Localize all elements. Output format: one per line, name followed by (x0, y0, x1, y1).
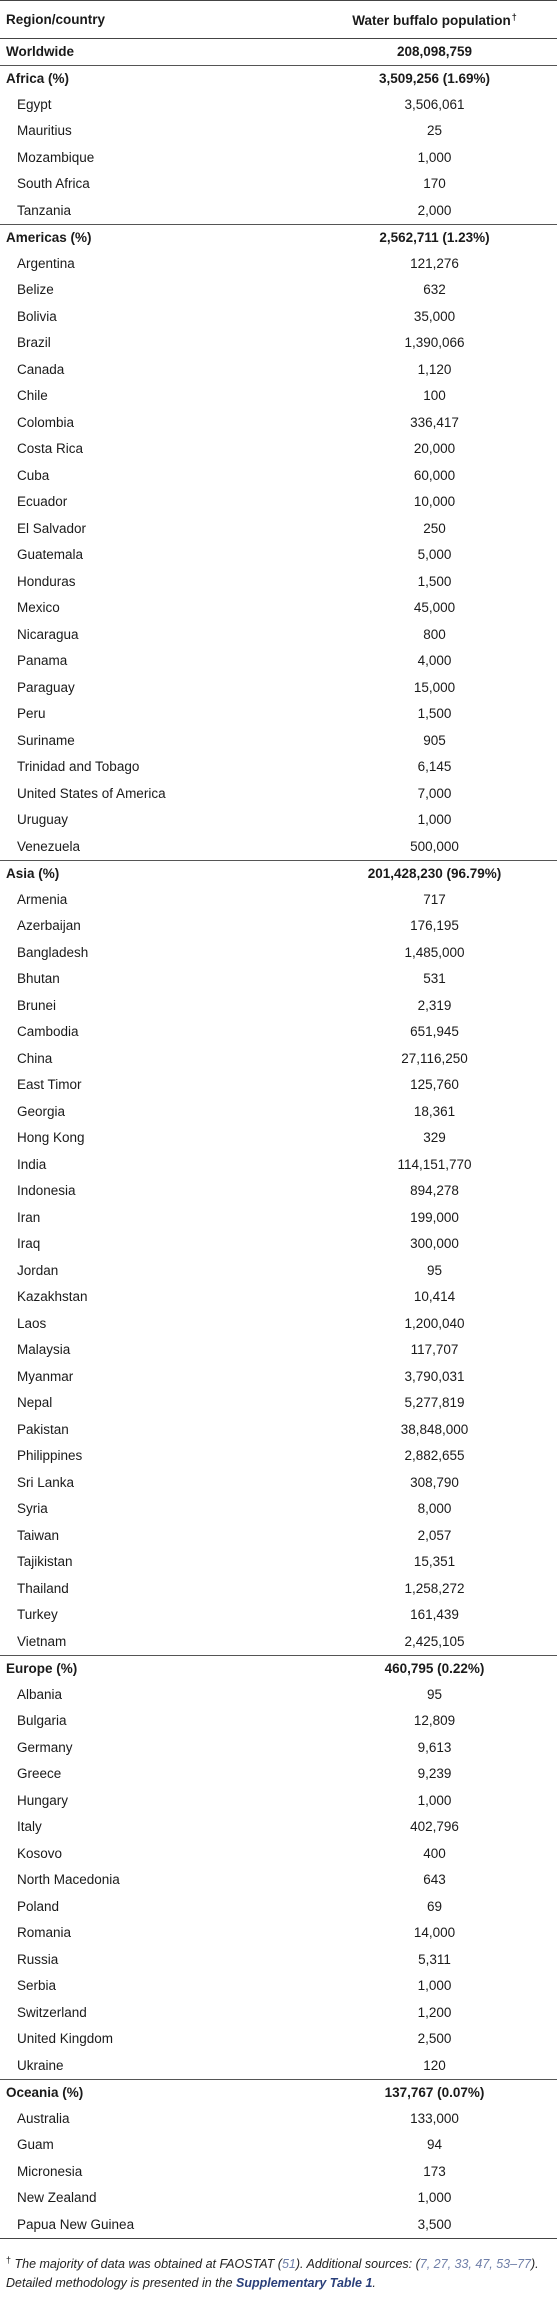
country-name-cell: Papua New Guinea (0, 2212, 312, 2239)
country-row (0, 781, 557, 808)
country-name-cell: Tajikistan (17, 1554, 73, 1570)
country-row (0, 887, 557, 914)
country-row (0, 1920, 557, 1947)
country-row (0, 1311, 557, 1338)
country-name-cell: Turkey (17, 1607, 58, 1623)
country-name-cell: Micronesia (17, 2163, 83, 2179)
country-name-cell: Sri Lanka (17, 1474, 75, 1490)
country-name-cell: Belize (17, 282, 54, 298)
country-name-cell: Uruguay (17, 812, 69, 828)
population-value-cell: 69 (426, 1898, 443, 1914)
region-name-cell: Africa (%) (0, 65, 312, 92)
country-row (0, 436, 557, 463)
country-name-cell: Bhutan (17, 971, 60, 987)
country-name-cell: United States of America (17, 785, 166, 801)
footnote-text-4: . (372, 2275, 376, 2290)
country-name-cell: Guatemala (17, 547, 84, 563)
population-value-cell: 2,425,105 (404, 1633, 465, 1649)
footnote-text-1: The majority of data was obtained at FAOSTAT ( (14, 2256, 282, 2271)
region-total-cell: 2,562,711 (1.23%) (312, 224, 557, 251)
population-value-cell: 45,000 (413, 600, 456, 616)
country-row (0, 1947, 557, 1974)
supplementary-table-link[interactable]: Supplementary Table 1 (236, 2275, 373, 2290)
region-name-cell: Americas (%) (0, 224, 312, 251)
country-name-cell: Cambodia (17, 1024, 79, 1040)
population-value-cell: 3,506,061 (404, 96, 465, 112)
population-value-cell: 2,000 (417, 202, 452, 218)
country-row (0, 2000, 557, 2027)
population-value-cell: 133,000 (410, 2110, 459, 2126)
country-row (0, 198, 557, 225)
country-name-cell: Laos (17, 1315, 47, 1331)
country-row (0, 622, 557, 649)
country-row (0, 569, 557, 596)
population-value-cell: 800 (423, 626, 446, 642)
country-row (0, 410, 557, 437)
footnote-dagger: † (6, 2254, 12, 2265)
country-name-cell: Romania (17, 1925, 72, 1941)
country-row (0, 171, 557, 198)
population-value-cell: 12,809 (413, 1713, 456, 1729)
country-name-cell: Honduras (17, 573, 76, 589)
population-value-cell: 199,000 (410, 1209, 459, 1225)
population-value-cell: 7,000 (417, 785, 452, 801)
country-row (0, 304, 557, 331)
country-row (0, 1496, 557, 1523)
region-total-row (0, 1655, 557, 1682)
country-row (0, 728, 557, 755)
population-value-cell: 531 (423, 971, 446, 987)
country-name-cell: Cuba (17, 467, 50, 483)
country-name-cell: Georgia (17, 1103, 66, 1119)
country-row (0, 1470, 557, 1497)
region-total-row (0, 65, 557, 92)
country-name-cell: Indonesia (17, 1183, 76, 1199)
country-row (0, 2106, 557, 2133)
country-name-cell: Panama (17, 653, 68, 669)
country-row (0, 2026, 557, 2053)
population-value-cell: 114,151,770 (397, 1156, 472, 1172)
country-name-cell: Chile (17, 388, 48, 404)
population-value-cell: 2,319 (417, 997, 452, 1013)
country-name-cell: China (17, 1050, 53, 1066)
region-total-cell: 460,795 (0.22%) (312, 1655, 557, 1682)
population-value-cell: 2,500 (417, 2031, 452, 2047)
population-value-cell: 1,258,272 (404, 1580, 465, 1596)
country-row (0, 1019, 557, 1046)
population-value-cell: 1,000 (417, 1792, 452, 1808)
population-value-cell: 161,439 (410, 1607, 459, 1623)
country-name-cell: Germany (17, 1739, 73, 1755)
country-name-cell: Serbia (17, 1978, 57, 1994)
population-value-cell: 8,000 (417, 1501, 452, 1517)
population-value-cell: 9,239 (417, 1766, 452, 1782)
country-row (0, 357, 557, 384)
population-value-cell: 15,000 (413, 679, 456, 695)
country-name-cell: Peru (17, 706, 46, 722)
country-name-cell: Venezuela (17, 838, 81, 854)
country-row (0, 1549, 557, 1576)
country-row (0, 2185, 557, 2212)
country-row (0, 1682, 557, 1709)
population-value-cell: 94 (426, 2137, 443, 2153)
country-row (0, 277, 557, 304)
country-row (0, 966, 557, 993)
country-row (0, 913, 557, 940)
population-value-cell: 717 (423, 891, 446, 907)
population-value-cell: 632 (423, 282, 446, 298)
country-row (0, 1205, 557, 1232)
region-total-cell: 208,098,759 (312, 39, 557, 66)
country-name-cell: Kazakhstan (17, 1289, 88, 1305)
country-name-cell: Myanmar (17, 1368, 74, 1384)
country-row (0, 2159, 557, 2186)
country-name-cell: Taiwan (17, 1527, 60, 1543)
country-row (0, 1231, 557, 1258)
region-column-header (0, 1, 312, 39)
country-name-cell: Iraq (17, 1236, 41, 1252)
population-value-cell: 894,278 (410, 1183, 459, 1199)
region-name-cell: Asia (%) (0, 860, 312, 887)
country-row (0, 516, 557, 543)
population-value-cell: 25 (426, 123, 443, 139)
country-row (0, 595, 557, 622)
country-row (0, 1046, 557, 1073)
country-row (0, 1072, 557, 1099)
country-name-cell: Armenia (17, 891, 68, 907)
country-row (0, 1125, 557, 1152)
country-row (0, 118, 557, 145)
region-total-row (0, 2079, 557, 2106)
country-name-cell: Bolivia (17, 308, 57, 324)
country-name-cell: Mozambique (17, 149, 95, 165)
population-value-cell: 14,000 (413, 1925, 456, 1941)
population-value-cell: 120 (423, 2057, 446, 2073)
population-value-cell: 9,613 (417, 1739, 452, 1755)
table-body (0, 39, 557, 2239)
country-name-cell: El Salvador (17, 520, 87, 536)
country-row (0, 1364, 557, 1391)
population-value-cell: 125,760 (410, 1077, 459, 1093)
country-name-cell: Poland (17, 1898, 60, 1914)
country-name-cell: Vietnam (17, 1633, 67, 1649)
region-total-row (0, 39, 557, 66)
population-value-cell: 170 (423, 176, 446, 192)
country-row (0, 1178, 557, 1205)
country-row (0, 92, 557, 119)
region-name-cell: Europe (%) (0, 1655, 312, 1682)
country-row (0, 1788, 557, 1815)
population-value-cell: 1,120 (417, 361, 452, 377)
country-row (0, 807, 557, 834)
population-value-cell: 651,945 (410, 1024, 459, 1040)
table-header (0, 1, 557, 39)
region-total-cell: 137,767 (0.07%) (312, 2079, 557, 2106)
population-value-cell: 6,145 (417, 759, 452, 775)
country-row (0, 1337, 557, 1364)
country-name-cell: Hungary (17, 1792, 69, 1808)
country-name-cell: Trinidad and Tobago (17, 759, 140, 775)
country-name-cell: Ukraine (17, 2057, 64, 2073)
country-row (0, 463, 557, 490)
population-value-cell: 5,311 (418, 1951, 451, 1967)
population-value-cell: 2,057 (417, 1527, 452, 1543)
population-value-cell: 27,116,250 (401, 1050, 468, 1066)
country-name-cell: Syria (17, 1501, 48, 1517)
country-name-cell: South Africa (17, 176, 90, 192)
country-name-cell: Pakistan (17, 1421, 69, 1437)
country-name-cell: Kosovo (17, 1845, 63, 1861)
population-value-cell: 15,351 (413, 1554, 456, 1570)
population-value-cell: 1,000 (417, 812, 452, 828)
country-row (0, 1761, 557, 1788)
population-column-header (312, 1, 557, 39)
population-value-cell: 1,200,040 (404, 1315, 465, 1331)
country-name-cell: India (17, 1156, 47, 1172)
country-name-cell: Bangladesh (17, 944, 89, 960)
population-value-cell: 121,276 (410, 255, 459, 271)
country-row (0, 1152, 557, 1179)
country-row (0, 1841, 557, 1868)
population-value-cell: 1,500 (417, 706, 452, 722)
population-value-cell: 1,000 (417, 149, 452, 165)
population-value-cell: 300,000 (410, 1236, 459, 1252)
country-row (0, 1523, 557, 1550)
country-name-cell: Mauritius (17, 123, 72, 139)
country-name-cell: Paraguay (17, 679, 75, 695)
population-value-cell: 38,848,000 (400, 1421, 469, 1437)
population-value-cell: 173 (423, 2163, 446, 2179)
population-value-cell: 1,200 (417, 2004, 452, 2020)
country-name-cell: Nepal (17, 1395, 53, 1411)
population-value-cell: 20,000 (413, 441, 456, 457)
country-row (0, 145, 557, 172)
population-value-cell: 18,361 (413, 1103, 456, 1119)
population-value-cell: 95 (426, 1686, 443, 1702)
country-name-cell: United Kingdom (17, 2031, 114, 2047)
country-row (0, 1973, 557, 2000)
country-name-cell: Malaysia (17, 1342, 71, 1358)
country-row (0, 940, 557, 967)
population-value-cell: 4,000 (417, 653, 452, 669)
region-name-cell: Oceania (%) (0, 2079, 312, 2106)
country-name-cell: Egypt (17, 96, 52, 112)
country-name-cell: Nicaragua (17, 626, 79, 642)
country-row (0, 1735, 557, 1762)
population-value-cell: 1,000 (417, 2190, 452, 2206)
country-name-cell: Iran (17, 1209, 41, 1225)
footnote-text-2: ). Additional sources: ( (295, 2256, 420, 2271)
population-value-cell: 3,790,031 (404, 1368, 465, 1384)
population-value-cell: 10,414 (413, 1289, 456, 1305)
country-name-cell: Costa Rica (17, 441, 84, 457)
country-row (0, 1867, 557, 1894)
country-name-cell: Russia (17, 1951, 59, 1967)
country-name-cell: Albania (17, 1686, 63, 1702)
population-value-cell: 10,000 (413, 494, 456, 510)
country-row (0, 1708, 557, 1735)
additional-references-link[interactable]: 7, 27, 33, 47, 53–77 (419, 2256, 531, 2271)
country-name-cell: Canada (17, 361, 65, 377)
population-value-cell: 1,000 (417, 1978, 452, 1994)
country-row (0, 1602, 557, 1629)
region-column-label: Region/country (6, 12, 106, 27)
country-name-cell: New Zealand (17, 2190, 97, 2206)
population-value-cell: 2,882,655 (404, 1448, 465, 1464)
country-row (0, 834, 557, 861)
country-row (0, 2212, 557, 2239)
country-name-cell: Hong Kong (17, 1130, 85, 1146)
population-value-cell: 5,000 (417, 547, 452, 563)
population-value-cell: 329 (423, 1130, 446, 1146)
country-row (0, 383, 557, 410)
region-total-row (0, 224, 557, 251)
population-value-cell: 643 (423, 1872, 446, 1888)
region-name-cell: Worldwide (0, 39, 312, 66)
table-footnote (0, 2239, 557, 2293)
region-total-cell: 3,509,256 (1.69%) (312, 65, 557, 92)
country-row (0, 1099, 557, 1126)
country-name-cell: Argentina (17, 255, 75, 271)
population-value-cell: 308,790 (410, 1474, 459, 1490)
country-name-cell: Switzerland (17, 2004, 87, 2020)
country-row (0, 1443, 557, 1470)
population-value-cell: 176,195 (410, 918, 459, 934)
population-value-cell: 5,277,819 (404, 1395, 465, 1411)
country-name-cell: Suriname (17, 732, 75, 748)
population-column-label: Water buffalo population (352, 12, 511, 28)
country-row (0, 993, 557, 1020)
region-total-cell: 201,428,230 (96.79%) (312, 860, 557, 887)
country-row (0, 1894, 557, 1921)
region-total-row (0, 860, 557, 887)
population-value-cell: 402,796 (410, 1819, 459, 1835)
country-name-cell: Italy (17, 1819, 42, 1835)
country-row (0, 2132, 557, 2159)
country-name-cell: Mexico (17, 600, 60, 616)
population-value-cell: 117,707 (410, 1342, 459, 1358)
country-row (0, 1814, 557, 1841)
population-value-cell: 1,485,000 (404, 944, 465, 960)
country-row (0, 1576, 557, 1603)
footnote-text-3: ). Detailed methodology is presented in the (6, 2256, 539, 2290)
population-value-cell: 1,500 (417, 573, 452, 589)
population-value-cell: 95 (426, 1262, 443, 1278)
population-value-cell: 3,500 (312, 2212, 557, 2239)
country-name-cell: Ecuador (17, 494, 68, 510)
population-value-cell: 905 (423, 732, 446, 748)
country-row (0, 648, 557, 675)
population-value-cell: 336,417 (410, 414, 459, 430)
country-name-cell: North Macedonia (17, 1872, 120, 1888)
dagger-marker: † (511, 11, 517, 22)
country-name-cell: Bulgaria (17, 1713, 67, 1729)
population-value-cell: 100 (423, 388, 446, 404)
country-name-cell: Greece (17, 1766, 62, 1782)
country-row (0, 2053, 557, 2080)
country-row (0, 330, 557, 357)
country-row (0, 489, 557, 516)
country-row (0, 701, 557, 728)
country-name-cell: Australia (17, 2110, 70, 2126)
country-name-cell: Colombia (17, 414, 75, 430)
country-name-cell: Tanzania (17, 202, 72, 218)
population-value-cell: 400 (423, 1845, 446, 1861)
country-name-cell: Brazil (17, 335, 51, 351)
country-name-cell: East Timor (17, 1077, 82, 1093)
country-name-cell: Jordan (17, 1262, 59, 1278)
country-row (0, 1258, 557, 1285)
country-name-cell: Philippines (17, 1448, 83, 1464)
country-row (0, 542, 557, 569)
country-name-cell: Brunei (17, 997, 57, 1013)
country-name-cell: Guam (17, 2137, 54, 2153)
country-row (0, 1629, 557, 1656)
country-row (0, 251, 557, 278)
faostat-reference-link[interactable]: 51 (281, 2256, 296, 2271)
country-row (0, 754, 557, 781)
population-value-cell: 35,000 (413, 308, 456, 324)
country-row (0, 675, 557, 702)
country-row (0, 1284, 557, 1311)
country-name-cell: Azerbaijan (17, 918, 81, 934)
population-value-cell: 60,000 (413, 467, 456, 483)
country-row (0, 1417, 557, 1444)
country-name-cell: Thailand (17, 1580, 69, 1596)
population-value-cell: 500,000 (410, 838, 459, 854)
country-row (0, 1390, 557, 1417)
population-value-cell: 250 (423, 520, 446, 536)
population-value-cell: 1,390,066 (404, 335, 465, 351)
